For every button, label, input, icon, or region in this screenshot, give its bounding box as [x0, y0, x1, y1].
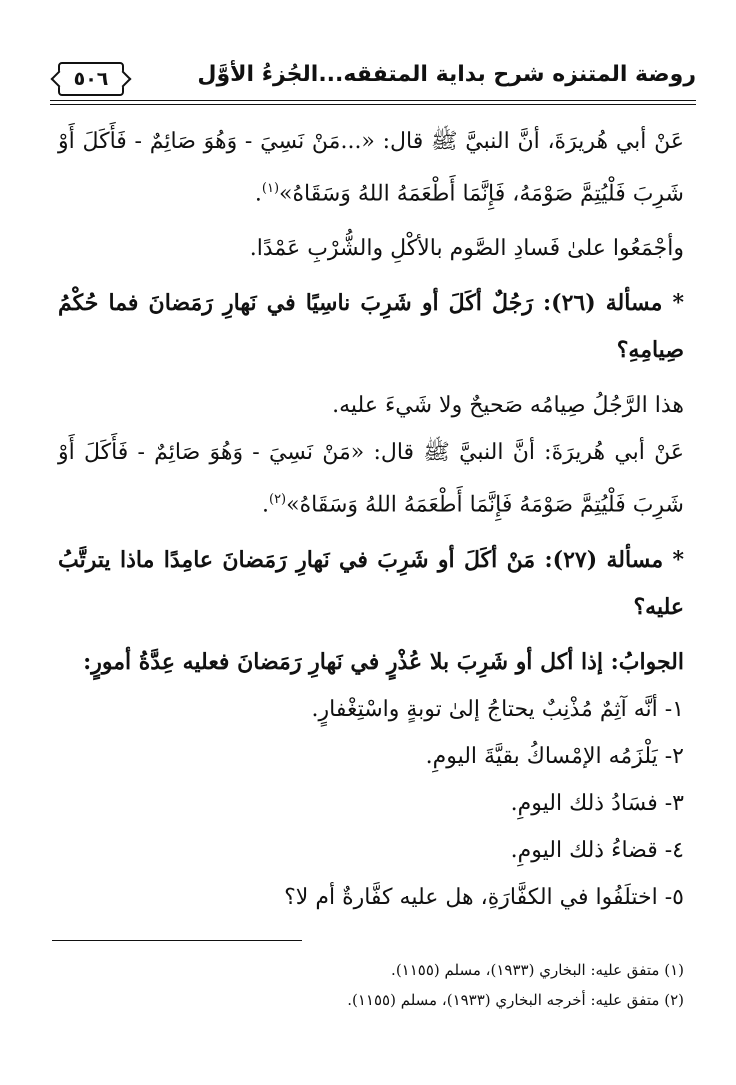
- footnote-1: (١) متفق عليه: البخاري (١٩٣٣)، مسلم (١١٥٥).: [391, 961, 684, 979]
- header-rule-thin: [50, 104, 696, 105]
- page-header: [50, 58, 696, 102]
- page-number: ٥٠٦: [58, 62, 124, 96]
- hadith-text-2: عَنْ أبي هُريرَةَ: أنَّ النبيَّ ﷺ قال: «مَنْ نَسِيَ - وَهُوَ صَائِمٌ - فَأَكَلَ أَوْ شَرِبَ فَلْيُتِمَّ صَوْمَهُ فَإِنَّمَا أَطْعَمَهُ اللهُ وَسَقَاهُ»: [58, 440, 684, 518]
- star-marker-2: *: [672, 546, 684, 573]
- question-27-text: مسألة (٢٧): مَنْ أكَلَ أو شَرِبَ في نَهارِ رَمَضانَ عامِدًا ماذا يترتَّبُ عليه؟: [58, 546, 684, 620]
- star-marker: *: [672, 290, 684, 317]
- footnotes: [58, 955, 684, 1015]
- hadith-paragraph-2: عَنْ أبي هُريرَةَ: أنَّ النبيَّ ﷺ قال: «مَنْ نَسِيَ - وَهُوَ صَائِمٌ - فَأَكَلَ أَوْ شَرِبَ فَلْيُتِمَّ صَوْمَهُ فَإِنَّمَا أَطْعَمَهُ اللهُ وَسَقَاهُ»$^{(٢)}$.: [58, 440, 684, 518]
- hadith-paragraph-1: عَنْ أبي هُريرَةَ، أنَّ النبيَّ ﷺ قال: «...مَنْ نَسِيَ - وَهُوَ صَائِمٌ - فَأَكَلَ أَوْ شَرِبَ فَلْيُتِمَّ صَوْمَهُ، فَإِنَّمَا أَطْعَمَهُ اللهُ وَسَقَاهُ»$^{(١)}$.: [58, 129, 684, 207]
- hadith-text: عَنْ أبي هُريرَةَ، أنَّ النبيَّ ﷺ قال: «...مَنْ نَسِيَ - وَهُوَ صَائِمٌ - فَأَكَلَ أَوْ شَرِبَ فَلْيُتِمَّ صَوْمَهُ، فَإِنَّمَا أَطْعَمَهُ اللهُ وَسَقَاهُ»: [58, 129, 684, 207]
- answer-26: هذا الرَّجُلُ صِيامُه صَحيحٌ ولا شَيءَ عليه.: [332, 393, 684, 419]
- footnote-2: (٢) متفق عليه: أخرجه البخاري (١٩٣٣)، مسلم (١١٥٥).: [347, 991, 684, 1009]
- footnote-ref-2: (٢): [268, 492, 287, 508]
- question-27: [58, 537, 684, 631]
- answer-27-heading: الجوابُ: إذا أكل أو شَرِبَ بلا عُذْرٍ في نَهارِ رَمَضانَ فعليه عِدَّةُ أمورٍ:: [83, 648, 684, 675]
- consensus-paragraph: وأجْمَعُوا علىٰ فَسادِ الصَّوم بالأكْلِ والشُّرْبِ عَمْدًا.: [249, 236, 684, 262]
- footnote-separator: [52, 940, 302, 941]
- running-title: روضة المتنزه شرح بداية المتفقه...الجُزءُ الأوَّل: [197, 62, 696, 87]
- list-item-1: ١- أنَّه آثِمٌ مُذْنِبٌ يحتاجُ إلىٰ توبةٍ واسْتِغْفارٍ.: [311, 696, 684, 722]
- header-rule: [50, 100, 696, 101]
- question-26-text: مسألة (٢٦): رَجُلٌ أكَلَ أو شَرِبَ ناسِيًا في نَهارِ رَمَضانَ فما حُكْمُ صِيامِهِ؟: [58, 290, 684, 364]
- list-item-2: ٢- يَلْزَمُه الإمْساكُ بقيَّةَ اليومِ.: [425, 743, 684, 769]
- footnote-ref-1: (١): [261, 181, 280, 196]
- question-26: [58, 280, 684, 374]
- page-body: [58, 118, 684, 921]
- list-item-4: ٤- قضاءُ ذلك اليومِ.: [510, 837, 684, 863]
- list-item-5: ٥- اختلَفُوا في الكفَّارَةِ، هل عليه كفَّارةٌ أم لا؟: [284, 884, 684, 910]
- list-item-3: ٣- فسَادُ ذلك اليومِ.: [510, 790, 684, 816]
